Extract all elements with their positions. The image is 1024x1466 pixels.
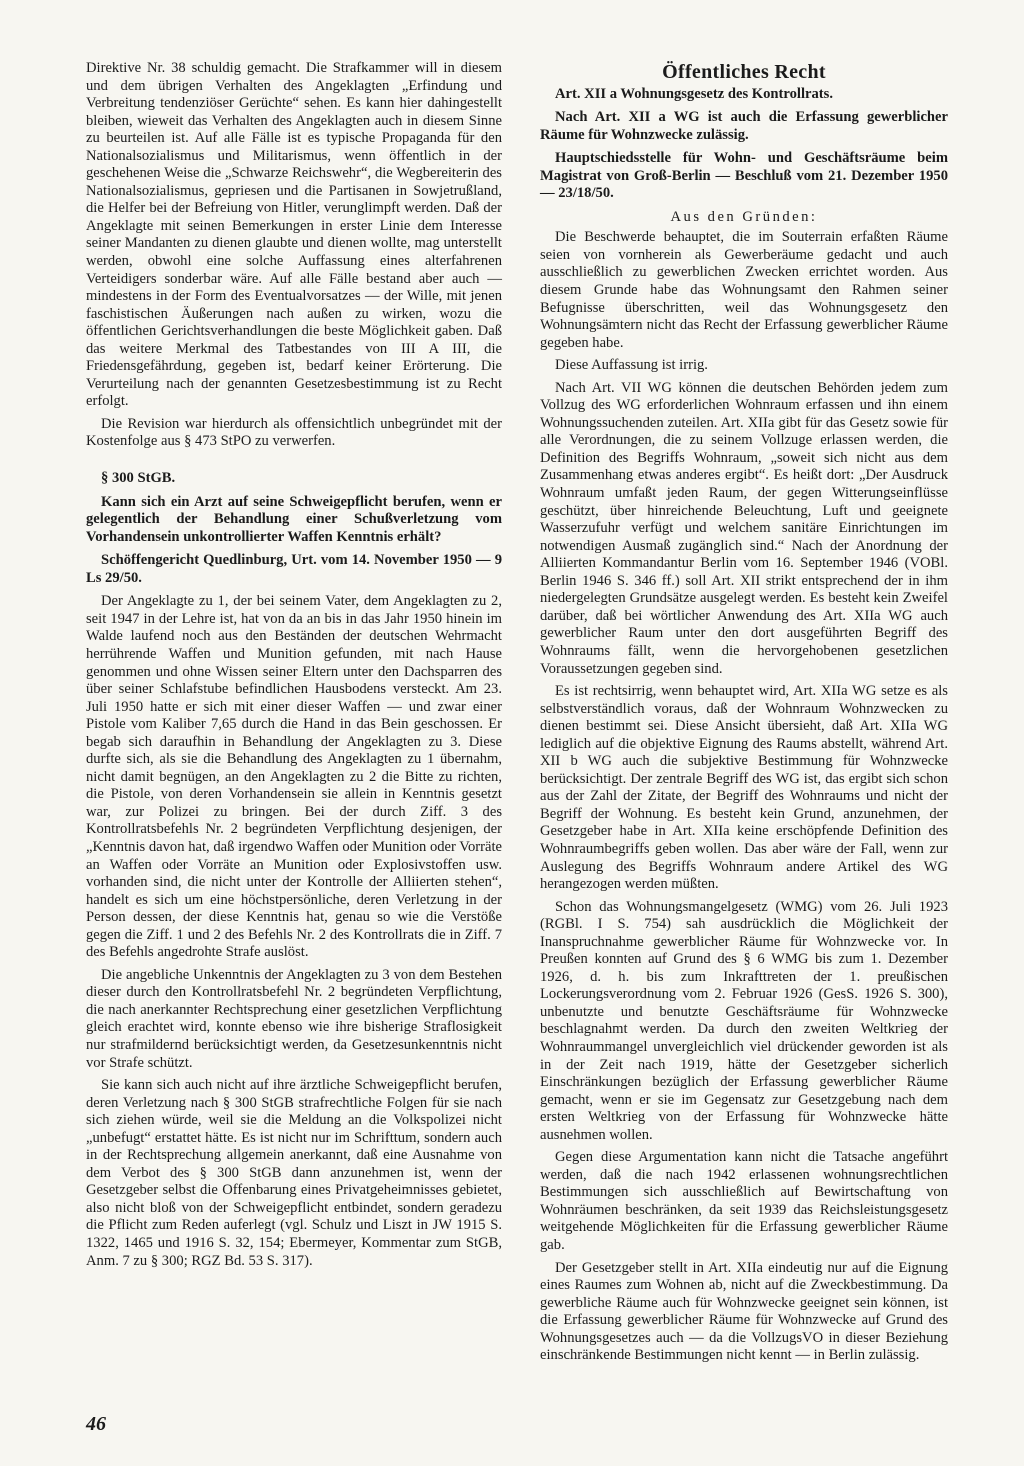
- court-citation: Hauptschiedsstelle für Wohn- und Geschäftsräume beim Magistrat von Groß-Berlin — Beschluß vom 21. Dezember 1950 — 23/18/50.: [540, 150, 948, 202]
- statute-heading: § 300 StGB.: [101, 470, 176, 487]
- section-title: Öffentliches Recht: [662, 61, 826, 83]
- paragraph: Es ist rechtsirrig, wenn behauptet wird, Art. XIIa WG setze es als selbstverständlich voraus, daß der Wohnraum Wohnzwecken zu dienen bestimmt sei. Diese Ansicht übersieht, daß Art. XIIa WG lediglich auf die objektive Eignung des Raums abstellt, während Art. XII b WG auch die subjektive Bestimmung für Wohnzwecke berücksichtigt. Der zentrale Begriff des WG ist, das ergibt sich schon aus der Zahl der Zitate, der Begriff des Wohnraums und nicht der Begriff der Wohnung. Es besteht kein Grund, anzunehmen, der Gesetzgeber habe in Art. XIIa keine erschöpfende Definition des Wohnraumbegriffs geben wollen. Das aber wäre der Fall, wenn zur Auslegung des Begriffs Wohnraum andere Artikel des WG herangezogen werden müßten.: [540, 683, 948, 893]
- article-heading: Art. XII a Wohnungsgesetz des Kontrollrats.: [555, 85, 833, 102]
- paragraph: Nach Art. VII WG können die deutschen Behörden jedem zum Vollzug des WG erforderlichen Wohnraum erfassen und ihn einem Wohnungssuchenden zuteilen. Art. XIIa gibt für das Gesetz sowie für alle Verordnungen, die zu seinem Vollzuge erlassen werden, die Definition des Begriffs Wohnraum, „soweit sich nicht aus dem Zusammenhang etwas anderes ergibt“. Es heißt dort: „Der Ausdruck Wohnraum umfaßt jeden Raum, der gegen Witterungseinflüsse geschützt, über hinreichende Beleuchtung, Luft und geeignete Wasserzufuhr verfügt und welchem sanitäre Einrichtungen im notwendigen Ausmaß zugänglich sind.“ Nach der Anordnung der Alliierten Kommandantur Berlin vom 16. September 1946 (VOBl. Berlin 1946 S. 346 ff.) soll Art. XII strikt entsprechend der in ihm niedergelegten Grundsätze ausgelegt werden. Es besteht kein Zweifel darüber, daß bei wörtlicher Anwendung des Art. XIIa WG auch gewerblicher Raum unter den dort ausgeführten Begriff des Wohnraums fällt, wenn die hervorgehobenen gesetzlichen Voraussetzungen gegeben sind.: [540, 379, 948, 677]
- paragraph: Die Revision war hierdurch als offensichtlich unbegründet mit der Kostenfolge aus § 473 StPO zu verwerfen.: [86, 415, 502, 450]
- headnote-question: Kann sich ein Arzt auf seine Schweigepflicht berufen, wenn er gelegentlich der Behandlung einer Schußverletzung vom Vorhandensein unkontrollierter Waffen Kenntnis erhält?: [86, 493, 502, 545]
- paragraph: Der Gesetzgeber stellt in Art. XIIa eindeutig nur auf die Eignung eines Raumes zum Wohnen ab, nicht auf die Zweckbestimmung. Da gewerbliche Räume auch für Wohnzwecke geeignet sein können, ist die Erfassung gewerblicher Räume für Wohnzwecke auf Grund des Wohnungsgesetzes auch — da die VollzugsVO in dieser Beziehung einschränkende Bestimmungen nicht kennt — in Berlin zulässig.: [540, 1259, 948, 1364]
- page-number: 46: [86, 1413, 106, 1435]
- paragraph: Direktive Nr. 38 schuldig gemacht. Die Strafkammer will in diesem und dem übrigen Verhalten des Angeklagten „Erfindung und Verbreitung tendenziöser Gerüchte“ sehen. Es kann hier dahingestellt bleiben, wieweit das Verhalten des Angeklagten auch in diesem Sinne zu beurteilen ist. Auf alle Fälle ist es typische Propaganda für den Nationalsozialismus und Militarismus, wenn öffentlich in der geschehenen Weise die „Schwarze Reichswehr“, die Wegbereiterin des Nationalsozialismus, gepriesen und die Partisanen in Sowjetrußland, die Helfer bei der Befreiung von Hitler, verunglimpft werden. Daß der Angeklagte mit seinen Bemerkungen in erster Linie dem Interesse seiner Mandanten zu dienen glaubte und dienen wollte, mag unterstellt werden, obwohl eine solche Auffassung eines alterfahrenen Verteidigers sonderbar wäre. Auf alle Fälle bestand aber auch — mindestens in der Form des Eventualvorsatzes — der Wille, mit jenen faschistischen Äußerungen nach außen zu wirken, wozu die öffentlichen Gerichtsverhandlungen die beste Möglichkeit gaben. Daß das weitere Merkmal des Tatbestandes von III A III, die Friedensgefährdung, gegeben ist, bedarf keiner Erörterung. Die Verurteilung nach der genannten Gesetzesbestimmung ist zu Recht erfolgt.: [86, 60, 502, 410]
- paragraph: Schon das Wohnungsmangelgesetz (WMG) vom 26. Juli 1923 (RGBl. I S. 754) sah ausdrücklich die Möglichkeit der Inanspruchnahme gewerblicher Räume für Wohnzwecke vor. In Preußen konnten auf Grund des § 6 WMG bis zum 1. Dezember 1926, d. h. bis zum Inkrafttreten der 1. preußischen Lockerungsverordnung vom 2. Februar 1926 (GesS. 1926 S. 300), unbenutzte und benutzte Geschäftsräume für Wohnzwecke beschlagnahmt werden. Da durch den zweiten Weltkrieg der Wohnraummangel unvergleichlich viel drückender geworden ist als in der Zeit nach 1919, hätte der Gesetzgeber sicherlich Einschränkungen bezüglich der Erfassung gewerblicher Räume gemacht, wenn er sie im Gegensatz zur Gesetzgebung nach dem ersten Weltkrieg von der Erfassung für Wohnzwecke hätte ausnehmen wollen.: [540, 898, 948, 1143]
- paragraph: Gegen diese Argumentation kann nicht die Tatsache angeführt werden, daß die nach 1942 erlassenen wohnungsrechtlichen Bestimmungen sich ausschließlich auf Bewirtschaftung von Wohnräumen beschränken, da seit 1939 das Reichsleistungsgesetz weitgehende Möglichkeiten für die Erfassung gewerblicher Räume gab.: [540, 1149, 948, 1253]
- paragraph: Diese Auffassung ist irrig.: [555, 357, 708, 374]
- paragraph: Die Beschwerde behauptet, die im Souterrain erfaßten Räume seien von vornherein als Gewerberäume gedacht und auch ausschließlich zu gewerblichen Zwecken errichtet worden. Aus diesem Grunde habe das Wohnungsamt den Rahmen seiner Befugnisse überschritten, weil das Wohnungsgesetz den Wohnungsämtern nicht das Recht der Erfassung gewerblicher Räume gegeben habe.: [540, 229, 948, 351]
- paragraph: Die angebliche Unkenntnis der Angeklagten zu 3 von dem Bestehen dieser durch den Kontrollratsbefehl Nr. 2 begründeten Verpflichtung, die nach anerkannter Rechtsprechung einer gesetzlichen Verpflichtung gleich erachtet wird, konnte ebenso wie ihre bisherige Straflosigkeit nur strafmildernd berücksichtigt werden, da Gesetzesunkenntnis nicht vor Strafe schützt.: [86, 966, 502, 1071]
- right-column: [540, 61, 948, 1370]
- headnote-rule: Nach Art. XII a WG ist auch die Erfassung gewerblicher Räume für Wohnzwecke zulässig.: [540, 109, 948, 143]
- left-column: [86, 60, 502, 1275]
- spacer: [86, 456, 502, 470]
- paragraph: Sie kann sich auch nicht auf ihre ärztliche Schweigepflicht berufen, deren Verletzung nach § 300 StGB strafrechtliche Folgen für sie nach sich ziehen würde, weil sie die Meldung an die Volkspolizei nicht „unbefugt“ erstattet hätte. Es ist nicht nur im Schrifttum, sondern auch in der Rechtsprechung allgemein anerkannt, daß eine Ausnahme von dem Verbot des § 300 StGB dann anzunehmen ist, wenn der Gesetzgeber selbst die Offenbarung eines Privatgeheimnisses gebietet, also nicht bloß von der Schweigepflicht entbindet, sondern geradezu die Pflicht zum Reden auferlegt (vgl. Schulz und Liszt in JW 1915 S. 1322, 1465 und 1916 S. 32, 154; Ebermeyer, Kommentar zum StGB, Anm. 7 zu § 300; RGZ Bd. 53 S. 317).: [86, 1077, 502, 1269]
- paragraph: Der Angeklagte zu 1, der bei seinem Vater, dem Angeklagten zu 2, seit 1947 in der Lehre ist, hat von da an bis in das Jahr 1950 hinein im Walde laufend noch aus den Beständen der deutschen Wehrmacht herrührende Waffen und Munition gefunden, mit nach Hause genommen und ohne Wissen seiner Eltern unter den Dachsparren des über seiner Schlafstube befindlichen Hausbodens versteckt. Am 23. Juli 1950 hatte er sich mit einer dieser Waffen — und zwar einer Pistole vom Kaliber 7,65 durch die Hand in das Bein geschossen. Er begab sich daraufhin in Behandlung der Angeklagten zu 3. Diese durfte sich, als sie die Behandlung des Angeklagten zu 1 übernahm, nicht damit begnügen, an den Angeklagten zu 2 die Bitte zu richten, die Pistole, von deren Vorhandensein sie allein in Kenntnis gesetzt war, zur Polizei zu bringen. Bei der durch Ziff. 3 des Kontrollratsbefehls Nr. 2 begründeten Verpflichtung desjenigen, der „Kenntnis davon hat, daß irgendwo Waffen oder Munition oder Vorräte an Waffen oder Vorräte an Munition oder Explosivstoffen usw. vorhanden sind, die nicht unter der Kontrolle der Alliierten stehen“, handelt es sich um eine höchstpersönliche, deren Verletzung in der Person dessen, der diese Kenntnis hat, genau so wie die Verstöße gegen die Ziff. 1 und 2 des Befehls Nr. 2 des Kontrollrats die in Ziff. 7 des Befehls angedrohte Strafe auslöst.: [86, 593, 502, 961]
- reasons-heading: Aus den Gründen:: [670, 208, 818, 225]
- court-citation: Schöffengericht Quedlinburg, Urt. vom 14. November 1950 — 9 Ls 29/50.: [86, 552, 502, 586]
